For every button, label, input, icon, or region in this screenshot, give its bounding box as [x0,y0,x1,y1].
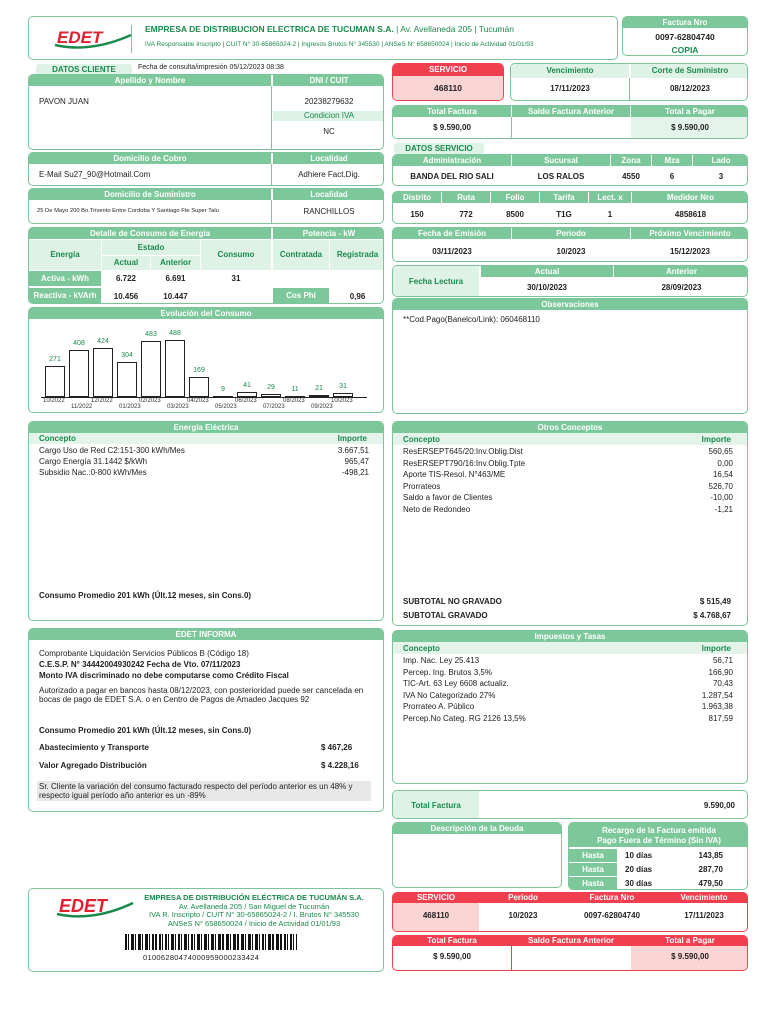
abast-label: Abastecimiento y Transporte [39,743,149,752]
imp-concept: Percep. Ing. Brutos 3,5% [403,667,492,677]
chart-bar [165,340,185,397]
chart-bar [189,377,209,397]
informa-l1: Comprobante Liquidación Servicios Públicos B (Código 18) [39,649,249,658]
chart-x-tick: 10/2023 [331,398,353,404]
talon-venc-label: Vencimiento [680,893,728,902]
servicio-nro: 468110 [393,76,503,101]
estado-actual-label: Actual [102,256,150,270]
tarifa-value: T1G [556,210,572,219]
medidor-label: Medidor Nro [632,192,748,203]
lect-value: 1 [607,210,613,219]
total-factura-box [392,790,748,819]
otros-title: Otros Conceptos [393,422,747,433]
deuda-box [392,822,562,888]
datos-cliente-tab: DATOS CLIENTE [36,64,132,75]
ee-row [39,457,369,467]
dni-label: DNI / CUIT [273,75,384,86]
chart-bar-label: 21 [315,384,323,392]
saldo-anterior-label: Saldo Factura Anterior [512,106,630,117]
otros-amount: -10,00 [710,493,733,502]
proximo-value: 15/12/2023 [669,247,711,256]
lect-label: Lect. x [589,192,631,203]
registrada-label: Registrada [330,240,384,270]
bar-chart [29,319,384,413]
sub-no-gravado-label: SUBTOTAL NO GRAVADO [403,597,502,606]
lectura-label: Fecha Lectura [393,266,479,297]
abast-value: $ 467,26 [321,743,353,752]
otros-importe-header: Importe [701,435,731,444]
barcode-number: 01006280474000959000233424 [143,953,260,962]
otros-concept: Neto de Redondeo [403,504,471,514]
mza-value: 6 [669,172,675,181]
tf-label: Total Factura [393,791,479,819]
energia-label: Energía [29,240,101,270]
sub-gravado-value: $ 4.768,67 [693,611,731,620]
imp-row [403,691,733,701]
servicio-box [392,63,504,101]
cliente-nombre: PAVON JUAN [39,97,89,106]
chart-x-tick: 01/2023 [119,404,141,410]
talon-anses: ANSeS N° 658650024 / Inicio de Actividad 01/01/93 [167,918,341,928]
otros-concept: ResERSEPT645/20:Inv.Oblig.Dist [403,447,523,456]
edet-logo [51,27,137,49]
cosphi-label: Cos Phi [273,288,329,304]
edet-informa-box [28,628,384,812]
chart-bar-label: 424 [97,337,109,345]
lectura-actual-value: 30/10/2023 [526,283,568,292]
talon-pagar-label: Total a Pagar [665,936,715,945]
estado-label: Estado [102,240,200,255]
tax-line: IVA Responsable Inscripto | CUIT N° 30-65865024-2 | Ingresos Brutos N° 345530 | ANSeS N° 658650024 | Inicio de Actividad 01/01/93 [145,41,534,48]
factura-label: Factura Nro [623,17,747,28]
zona-label: Zona [611,155,651,166]
informa-nota: Sr. Cliente la variación del consumo facturado respecto del período anterior es un 48% y respecto igual período año anterior es un -89% [37,781,371,801]
contratada-label: Contratada [273,240,329,270]
fecha-consulta: Fecha de consulta/impresión 05/12/2023 08:38 [138,64,284,71]
servicio-label: SERVICIO [393,64,503,76]
chart-bar-label: 41 [243,382,251,390]
chart-bar-label: 304 [121,351,133,359]
distrito-label: Distrito [393,192,441,203]
suministro-label: Domicilio de Suministro [29,189,271,200]
chart-bar [333,393,353,397]
iva-label: Condicion IVA [273,111,384,121]
imp-amount: 817,59 [708,714,733,723]
otros-row [403,482,733,492]
recargo-monto: 479,50 [698,879,723,888]
activa-anterior: 6.691 [165,274,186,283]
consumo-box [28,227,384,304]
imp-row [403,702,733,712]
talon-servicio-label: SERVICIO [416,893,456,902]
recargo-dias: 30 días [625,879,653,888]
imp-concept: IVA No Categorizado 27% [403,690,496,700]
cobro-label: Domicilio de Cobro [29,153,271,164]
consumo-title: Detalle de Consumo de Energía [29,228,271,239]
chart-bar-label: 483 [145,330,157,338]
reactiva-anterior: 10.447 [163,292,188,301]
folio-label: Folio [491,192,539,203]
imp-concept: Prorrateo A. Público [403,702,475,712]
ee-row [39,446,369,456]
factura-box [622,16,748,56]
ee-promedio: Consumo Promedio 201 kWh (Últ.12 meses, sin Cons.0) [39,591,252,600]
talon-logo-text: EDET [59,896,108,916]
venc-label: Vencimiento [511,64,629,78]
talon-saldo-label: Saldo Factura Anterior [528,936,614,945]
factura-number: 0097-62804740 [655,32,715,42]
header-panel [28,16,618,60]
talon-total-label: Total Factura [427,936,477,945]
talon-venc: 17/11/2023 [684,911,724,920]
imp-row [403,656,733,666]
cosphi-value: 0,96 [349,292,366,301]
imp-importe-header: Importe [701,644,731,653]
chart-x-tick: 04/2023 [187,398,209,404]
otros-concepto-header: Concepto [403,435,440,444]
otros-row [403,505,733,515]
totales-box [392,105,748,139]
chart-bar [93,348,113,397]
ee-importe-header: Importe [337,434,367,443]
imp-row [403,668,733,678]
talon-totales-box [392,935,748,971]
chart-bar-label: 271 [49,355,61,363]
informa-l2: C.E.S.P. N° 34442004930242 Fecha de Vto. 07/11/2023 [39,660,241,669]
recargo-rows [569,849,748,890]
datos-servicio-tab: DATOS SERVICIO [394,143,484,154]
talon-total: $ 9.590,00 [433,952,471,961]
chart-bar-label: 169 [193,367,205,375]
admin-box [392,154,748,186]
sub-gravado-label: SUBTOTAL GRAVADO [403,611,488,620]
chart-bar [117,362,137,397]
recargo-monto: 143,85 [698,851,723,860]
lado-value: 3 [718,172,724,181]
barcode [125,934,299,950]
reactiva-actual: 10.456 [113,292,139,301]
lado-label: Lado [693,155,748,166]
otros-amount: 560,65 [708,447,733,456]
chart-bar-label: 31 [339,383,347,391]
otros-concept: ResERSEPT790/16:Inv.Oblig.Tpte [403,458,526,468]
vencimiento-box [510,63,748,101]
medidor-value: 4858618 [674,210,707,219]
lectura-box [392,265,748,297]
otros-box [392,421,748,626]
total-pagar-value: $ 9.590,00 [671,123,709,132]
recargo-monto: 287,70 [698,865,723,874]
otros-concept: Saldo a favor de Clientes [403,493,493,502]
corte-date: 08/12/2023 [669,84,711,93]
recargo-title1: Recargo de la Factura emitida [602,826,716,835]
ee-amount: 965,47 [344,457,369,466]
cliente-suministro: 25 De Mayo 200 Bo.Trivento Entre Cordoba Y Santiago Fte Super Talu [37,208,219,214]
chart-x-tick: 06/2023 [235,398,257,404]
talon-servicio: 468110 [422,911,450,920]
ee-amount: 3.667,51 [337,446,369,455]
corte-label: Corte de Suministro [631,64,748,78]
chart-bar [237,392,257,397]
activa-actual: 6.722 [115,274,137,283]
chart-x-tick: 11/2022 [71,404,93,410]
talon-periodo: 10/2023 [508,911,538,920]
emision-box [392,227,748,262]
otros-row [403,493,733,503]
potencia-title: Potencia - kW [273,228,384,239]
total-factura-value: $ 9.590,00 [433,123,471,132]
copia-label: COPIA [671,45,699,55]
imp-amount: 1.963,38 [701,702,733,712]
otros-row [403,459,733,469]
chart-x-tick: 03/2023 [167,404,189,410]
admin-label: Administración [393,155,511,166]
chart-bar-label: 408 [73,339,85,347]
localidad-cobro-label: Localidad [273,153,384,164]
sucursal-value: LOS RALOS [537,172,585,181]
chart-box [28,307,384,413]
admin-value: BANDA DEL RIO SALI [410,172,494,181]
localidad-sum-label: Localidad [273,189,384,200]
zona-value: 4550 [622,172,640,181]
otros-amount: 0,00 [717,458,733,468]
chart-bar-label: 29 [267,383,275,391]
company-address: | Av. Avellaneda 205 | Tucumán [396,24,514,34]
periodo-value: 10/2023 [556,247,586,256]
vad-value: $ 4.228,16 [321,761,359,770]
observaciones-text: **Cod.Pago(Banelco/Link): 060468110 [403,315,540,324]
venc-date: 17/11/2023 [550,84,590,93]
talon-periodo-label: Período [508,893,538,902]
reactiva-label: Reactiva - kVArh [29,288,101,304]
lectura-anterior-label: Anterior [614,266,748,277]
impuestos-title: Impuestos y Tasas [393,631,747,642]
chart-bar-label: 488 [169,330,181,338]
periodo-label: Periodo [512,228,630,239]
observaciones-box [392,298,748,414]
talon-servicio-box [392,892,748,932]
total-factura-label: Total Factura [393,106,511,117]
ee-concepto-header: Concepto [39,434,76,443]
otros-row [403,447,733,457]
imp-rows [393,656,743,736]
proximo-label: Próximo Vencimiento [631,228,748,239]
otros-amount: -1,21 [714,504,733,514]
chart-bar [141,341,161,397]
otros-amount: 16,54 [712,470,733,479]
recargo-hasta: Hasta [569,863,617,876]
observaciones-title: Observaciones [393,299,747,310]
nombre-label: Apellido y Nombre [29,75,271,86]
tf-value: 9.590,00 [703,801,735,810]
tarifa-label: Tarifa [540,192,588,203]
ee-concept: Cargo Energía 31.1442 $/kWh [39,457,148,466]
otros-concept: Prorrateos [403,481,441,491]
lectura-anterior-value: 28/09/2023 [661,283,702,292]
ee-amount: -498,21 [341,468,369,477]
chart-bar [309,395,329,397]
energia-electrica-box [28,421,384,621]
chart-x-tick: 02/2023 [139,398,161,404]
folio-value: 8500 [506,210,524,219]
talon-addr: Av. Avellaneda 205 / San Miguel de Tucumán [178,901,330,911]
edet-informa-title: EDET INFORMA [29,629,383,640]
imp-amount: 56,71 [712,656,733,665]
imp-concept: TIC-Art. 63 Ley 6608 actualiz. [403,679,509,689]
lectura-actual-label: Actual [481,266,613,277]
total-pagar-label: Total a Pagar [631,106,748,117]
emision-value: 03/11/2023 [432,247,472,256]
talon-box [28,888,384,972]
recargo-dias: 20 días [625,865,653,874]
chart-x-tick: 10/2022 [43,398,65,404]
chart-bar-label: 9 [221,385,225,393]
activa-label: Activa - kWh [29,271,101,286]
chart-bar-label: 11 [291,385,299,393]
suministro-box [28,188,384,224]
imp-amount: 70,43 [712,679,733,689]
talon-pagar: $ 9.590,00 [671,952,709,961]
otros-row [403,470,733,480]
emision-label: Fecha de Emisión [393,228,511,239]
recargo-hasta: Hasta [569,877,617,890]
localidad-suministro: RANCHILLOS [303,207,355,216]
cliente-cobro: E-Mail Su27_90@Hotmail.Com [39,170,151,179]
otros-rows [393,447,743,527]
chart-bar [261,394,281,397]
informa-l5: Consumo Promedio 201 kWh (Últ.12 meses, sin Cons.0) [39,726,252,735]
vad-label: Valor Agregado Distribución [39,761,147,770]
recargo-title2: Pago Fuera de Término (Sin IVA) [597,836,721,845]
ee-row [39,468,369,478]
consumo-col-label: Consumo [201,240,271,270]
localidad-cobro: Adhiere Fact.Dig. [298,170,360,179]
imp-concepto-header: Concepto [403,644,440,653]
imp-row [403,679,733,689]
chart-x-tick: 09/2023 [311,404,333,410]
imp-concept: Imp. Nac. Ley 25.413 [403,656,480,665]
chart-x-tick: 08/2023 [283,398,305,404]
company-name: EMPRESA DE DISTRIBUCION ELECTRICA DE TUCUMAN S.A. [145,24,394,34]
chart-x-tick: 12/2022 [91,398,113,404]
sucursal-label: Sucursal [512,155,610,166]
informa-l3: Monto IVA discriminado no debe computarse como Crédito Fiscal [39,671,289,680]
otros-amount: 526,70 [708,481,733,491]
cobro-box [28,152,384,186]
energia-electrica-title: Energía Eléctrica [29,422,383,433]
informa-l4: Autorizado a pagar en bancos hasta 08/12/2023, con posterioridad puede ser cancelada en bocas de pago de EDET S.A. o en Centro de Pagos de Amadeo Jacques 92 [39,686,364,704]
talon-iva: IVA R. Inscripto / CUIT N° 30-65865024-2 / I. Brutos N° 345530 [149,910,359,919]
ruta-label: Ruta [442,192,490,203]
activa-consumo: 31 [231,274,241,283]
imp-concept: Percep.No Categ. RG 2126 13,5% [403,714,526,723]
recargo-hasta: Hasta [569,849,617,862]
mza-label: Mza [652,155,692,166]
recargo-dias: 10 días [625,851,653,860]
deuda-title: Descripción de la Deuda [393,823,561,834]
talon-factura: 0097-62804740 [583,911,641,920]
ee-concept: Cargo Uso de Red C2:151-300 kWh/Mes [39,446,185,455]
talon-company: EMPRESA DE DISTRIBUCIÓN ELÉCTRICA DE TUCUMÁN S.A. [144,893,364,902]
estado-anterior-label: Anterior [151,256,200,270]
company-line [145,24,514,34]
chart-title: Evolución del Consumo [29,308,383,319]
chart-bar [45,366,65,397]
imp-amount: 166,90 [708,667,733,677]
distrito-value: 150 [410,210,424,219]
ee-concept: Subsidio Nac.:0-800 kWh/Mes [39,468,147,477]
distrito-box [392,191,748,224]
cliente-iva: NC [323,127,335,136]
chart-bar [69,350,89,397]
sub-no-gravado-value: $ 515,49 [699,597,731,606]
imp-row [403,714,733,724]
ee-rows [29,446,379,486]
impuestos-box [392,630,748,784]
imp-amount: 1.287,54 [701,690,733,700]
ruta-value: 772 [459,210,473,219]
recargo-box [568,822,748,890]
chart-x-tick: 05/2023 [215,404,237,410]
logo-text: EDET [57,28,103,47]
chart-bar [213,396,233,398]
cliente-dni: 20238279632 [304,97,354,106]
cliente-box [28,74,384,150]
talon-factura-label: Factura Nro [589,893,635,902]
otros-concept: Aporte TIS-Resol. N°463/ME [403,470,506,479]
chart-x-tick: 07/2023 [263,404,285,410]
